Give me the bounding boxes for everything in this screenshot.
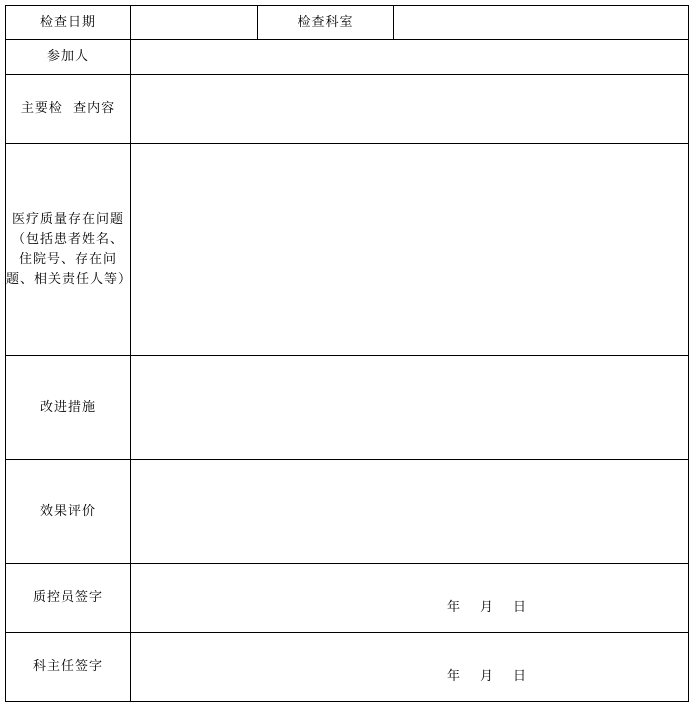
evaluation-label: 效果评价	[6, 460, 131, 564]
dept-head-sign-field[interactable]	[131, 633, 689, 702]
head-date-day: 日	[513, 669, 527, 684]
qc-sign-label: 质控员签字	[6, 564, 131, 633]
improvement-label: 改进措施	[6, 356, 131, 460]
head-date-month: 月	[480, 669, 494, 684]
main-content-label: 主要检 查内容	[6, 75, 131, 144]
improvement-field[interactable]	[131, 356, 689, 460]
check-dept-label: 检查科室	[258, 6, 394, 40]
qc-sign-date	[447, 598, 526, 618]
check-dept-field[interactable]	[394, 6, 689, 40]
issues-field[interactable]	[131, 144, 689, 356]
check-date-label: 检查日期	[6, 6, 131, 40]
issues-label: 医疗质量存在问题（包括患者姓名、住院号、存在问题、相关责任人等）	[6, 144, 131, 356]
qc-date-day: 日	[513, 600, 527, 615]
head-date-year: 年	[447, 669, 461, 684]
participants-label: 参加人	[6, 40, 131, 75]
qc-date-year: 年	[447, 600, 461, 615]
evaluation-field[interactable]	[131, 460, 689, 564]
main-content-field[interactable]	[131, 75, 689, 144]
quality-check-form	[5, 5, 689, 702]
qc-date-month: 月	[480, 600, 494, 615]
check-date-field[interactable]	[131, 6, 258, 40]
dept-head-sign-label: 科主任签字	[6, 633, 131, 702]
participants-field[interactable]	[131, 40, 689, 75]
qc-sign-field[interactable]	[131, 564, 689, 633]
dept-head-sign-date	[447, 667, 526, 687]
